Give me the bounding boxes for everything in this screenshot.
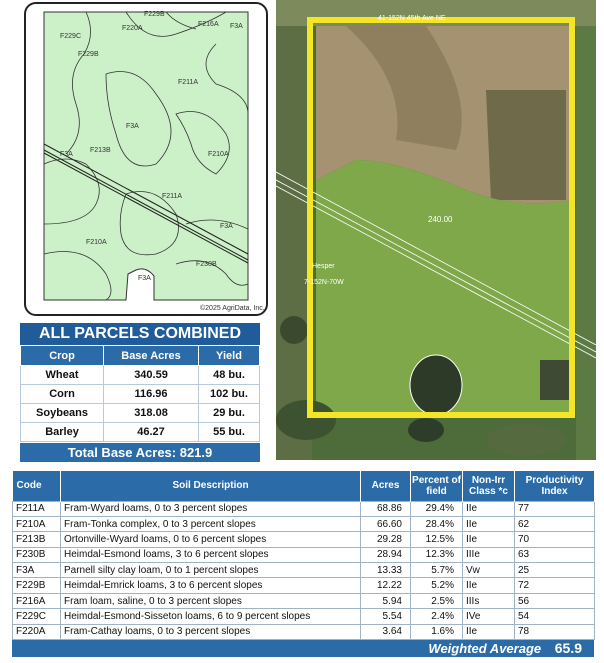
table-row bbox=[13, 501, 595, 516]
soil-productivity: 77 bbox=[515, 501, 595, 516]
soil-code: F220A bbox=[13, 624, 61, 639]
header-code: Code bbox=[13, 471, 61, 501]
svg-text:F229B: F229B bbox=[144, 11, 165, 18]
soil-acres: 5.94 bbox=[361, 593, 411, 608]
parcels-title: ALL PARCELS COMBINED bbox=[20, 323, 260, 345]
svg-text:F3A: F3A bbox=[60, 151, 73, 158]
soil-class: IIe bbox=[463, 532, 515, 547]
soil-percent: 29.4% bbox=[411, 501, 463, 516]
soil-class: IIe bbox=[463, 578, 515, 593]
soil-productivity: 25 bbox=[515, 563, 595, 578]
soil-code: F229C bbox=[13, 609, 61, 624]
table-row bbox=[13, 593, 595, 608]
soil-productivity: 62 bbox=[515, 516, 595, 531]
soil-acres: 12.22 bbox=[361, 578, 411, 593]
soil-productivity: 54 bbox=[515, 609, 595, 624]
table-row bbox=[13, 609, 595, 624]
place-label: Hesper bbox=[312, 263, 335, 270]
soil-class: Vw bbox=[463, 563, 515, 578]
soil-percent: 1.6% bbox=[411, 624, 463, 639]
soil-description: Heimdal-Esmond-Sisseton loams, 6 to 9 percent slopes bbox=[61, 609, 361, 624]
parcels-table bbox=[20, 345, 260, 442]
svg-text:F211A: F211A bbox=[162, 193, 183, 200]
soil-description: Ortonville-Wyard loams, 0 to 6 percent slopes bbox=[61, 532, 361, 547]
soil-acres: 66.60 bbox=[361, 516, 411, 531]
soil-table bbox=[12, 471, 595, 640]
soil-percent: 5.7% bbox=[411, 563, 463, 578]
svg-text:F210A: F210A bbox=[208, 151, 229, 158]
svg-text:F216A: F216A bbox=[198, 21, 219, 28]
soil-code: F211A bbox=[13, 501, 61, 516]
aerial-photo bbox=[276, 0, 596, 460]
header-crop: Crop bbox=[21, 346, 104, 366]
header-soil-description: Soil Description bbox=[61, 471, 361, 501]
soil-description: Fram loam, saline, 0 to 3 percent slopes bbox=[61, 593, 361, 608]
header-productivity: Productivity Index bbox=[515, 471, 595, 501]
svg-text:F230B: F230B bbox=[196, 261, 217, 268]
svg-text:F229C: F229C bbox=[60, 33, 82, 40]
soil-description: Fram-Tonka complex, 0 to 3 percent slopes bbox=[61, 516, 361, 531]
soil-description: Fram-Wyard loams, 0 to 3 percent slopes bbox=[61, 501, 361, 516]
soil-description: Parnell silty clay loam, 0 to 1 percent slopes bbox=[61, 563, 361, 578]
weighted-average-label: Weighted Average bbox=[428, 641, 542, 657]
legal-label: 7-152N-70W bbox=[304, 279, 344, 286]
soil-class: IIe bbox=[463, 624, 515, 639]
soil-acres: 3.64 bbox=[361, 624, 411, 639]
svg-text:F229B: F229B bbox=[78, 51, 99, 58]
copyright: ©2025 AgriData, Inc. bbox=[200, 305, 265, 312]
header-yield: Yield bbox=[198, 346, 259, 366]
header-percent: Percent of field bbox=[411, 471, 463, 501]
soil-map bbox=[24, 2, 268, 316]
svg-text:F3A: F3A bbox=[138, 275, 151, 282]
soil-acres: 13.33 bbox=[361, 563, 411, 578]
table-row bbox=[13, 624, 595, 639]
header-base-acres: Base Acres bbox=[104, 346, 199, 366]
soil-code: F229B bbox=[13, 578, 61, 593]
soil-class: IIe bbox=[463, 501, 515, 516]
soil-description: Fram-Cathay loams, 0 to 3 percent slopes bbox=[61, 624, 361, 639]
table-row: Barley 46.27 55 bu. bbox=[21, 423, 260, 442]
road-label: 41-152N 45th Ave NE bbox=[378, 15, 446, 22]
soil-code: F216A bbox=[13, 593, 61, 608]
table-row bbox=[13, 547, 595, 562]
soil-percent: 12.3% bbox=[411, 547, 463, 562]
header-class: Non-Irr Class *c bbox=[463, 471, 515, 501]
soil-productivity: 70 bbox=[515, 532, 595, 547]
svg-text:F210A: F210A bbox=[86, 239, 107, 246]
soil-percent: 5.2% bbox=[411, 578, 463, 593]
weighted-average-value: 65.9 bbox=[554, 640, 582, 657]
table-row: Wheat 340.59 48 bu. bbox=[21, 366, 260, 385]
soil-code: F230B bbox=[13, 547, 61, 562]
table-row: Corn 116.96 102 bu. bbox=[21, 385, 260, 404]
svg-text:F220A: F220A bbox=[122, 25, 143, 32]
header-acres: Acres bbox=[361, 471, 411, 501]
soil-productivity: 56 bbox=[515, 593, 595, 608]
svg-text:F211A: F211A bbox=[178, 79, 199, 86]
soil-code: F3A bbox=[13, 563, 61, 578]
soil-acres: 68.86 bbox=[361, 501, 411, 516]
soil-class: IIe bbox=[463, 516, 515, 531]
soil-acres: 28.94 bbox=[361, 547, 411, 562]
svg-text:F3A: F3A bbox=[126, 123, 139, 130]
soil-class: IIIs bbox=[463, 593, 515, 608]
table-row bbox=[13, 532, 595, 547]
svg-text:F3A: F3A bbox=[220, 223, 233, 230]
soil-class: IIIe bbox=[463, 547, 515, 562]
svg-text:F3A: F3A bbox=[230, 23, 243, 30]
soil-class: IVe bbox=[463, 609, 515, 624]
soil-code: F213B bbox=[13, 532, 61, 547]
soil-table-section bbox=[12, 471, 594, 657]
table-row bbox=[13, 516, 595, 531]
acres-label: 240.00 bbox=[428, 215, 453, 224]
soil-acres: 5.54 bbox=[361, 609, 411, 624]
soil-percent: 12.5% bbox=[411, 532, 463, 547]
soil-description: Heimdal-Emrick loams, 3 to 6 percent slopes bbox=[61, 578, 361, 593]
soil-productivity: 63 bbox=[515, 547, 595, 562]
soil-percent: 2.4% bbox=[411, 609, 463, 624]
total-base-acres: Total Base Acres: 821.9 bbox=[20, 442, 260, 462]
soil-percent: 28.4% bbox=[411, 516, 463, 531]
soil-acres: 29.28 bbox=[361, 532, 411, 547]
svg-text:F213B: F213B bbox=[90, 147, 111, 154]
parcels-summary bbox=[20, 323, 260, 462]
table-row bbox=[13, 563, 595, 578]
soil-code: F210A bbox=[13, 516, 61, 531]
soil-percent: 2.5% bbox=[411, 593, 463, 608]
soil-productivity: 78 bbox=[515, 624, 595, 639]
soil-description: Heimdal-Esmond loams, 3 to 6 percent slopes bbox=[61, 547, 361, 562]
table-row: Soybeans 318.08 29 bu. bbox=[21, 404, 260, 423]
table-row bbox=[13, 578, 595, 593]
weighted-average bbox=[12, 640, 594, 657]
soil-productivity: 72 bbox=[515, 578, 595, 593]
